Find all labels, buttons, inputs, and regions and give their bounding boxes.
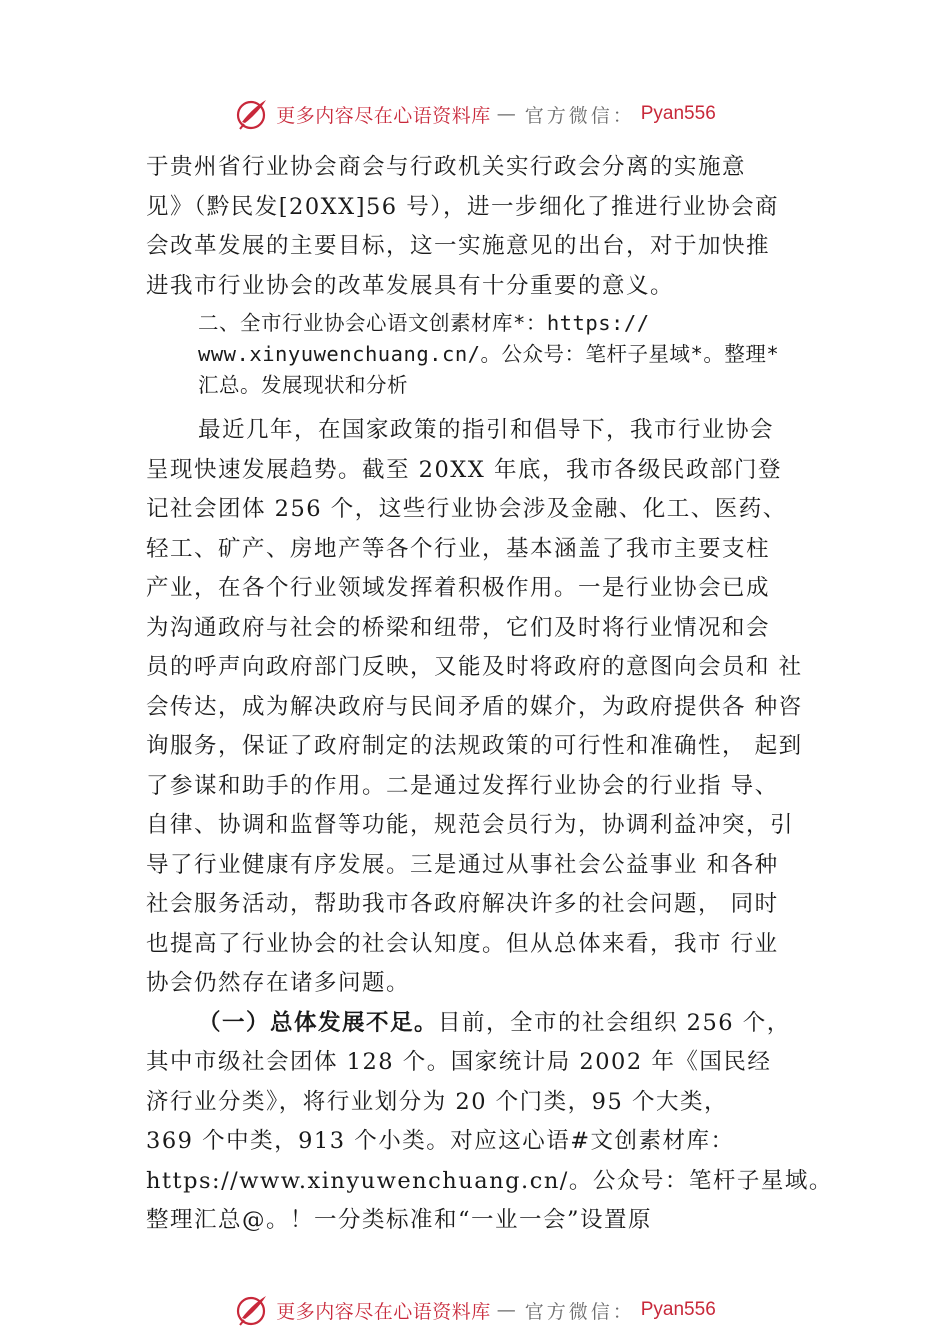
- text-line: 了参谋和助手的作用。二是通过发挥行业协会的行业指 导、: [146, 772, 779, 799]
- heading-line: 二、全市行业协会心语文创素材库*：https://: [198, 311, 650, 335]
- text-line: 整理汇总@。！一分类标准和“一业一会”设置原: [146, 1207, 653, 1233]
- text-line: 社会服务活动，帮助我市各政府解决许多的社会问题， 同时: [146, 891, 779, 917]
- text-line: 最近几年，在国家政策的指引和倡导下，我市行业协会: [198, 417, 775, 443]
- paragraph-3: [146, 1004, 836, 1241]
- document-body: [146, 148, 836, 1241]
- text-line: 轻工、矿产、房地产等各个行业，基本涵盖了我市主要支柱: [146, 535, 771, 562]
- text-line: 济行业分类》，将行业划分为 20 个门类，95 个大类，: [146, 1088, 728, 1115]
- text-run: 目前，全市的社会组织 256 个，: [438, 1009, 791, 1036]
- footer-dash: —: [496, 1299, 519, 1321]
- text-line: 产业，在各个行业领域发挥着积极作用。一是行业协会已成: [146, 575, 771, 601]
- text-line: 见》（黔民发[20XX]56 号），进一步细化了推进行业协会商: [146, 193, 780, 220]
- header-dash: —: [496, 103, 519, 125]
- paragraph-2: [146, 411, 836, 1004]
- text-line: 协会仍然存在诸多问题。: [146, 970, 411, 996]
- paragraph-1: [146, 148, 836, 306]
- text-line: 于贵州省行业协会商会与行政机关实行政会分离的实施意: [146, 154, 747, 180]
- header-wechat-id: Pyan556: [640, 103, 716, 124]
- header-site-name: 更多内容尽在心语资料库: [276, 104, 491, 127]
- section-heading: [146, 308, 836, 401]
- header-banner: [0, 94, 950, 134]
- text-line: 也提高了行业协会的社会认知度。但从总体来看，我市 行业: [146, 930, 779, 957]
- text-line: 其中市级社会团体 128 个。国家统计局 2002 年《国民经: [146, 1049, 772, 1075]
- footer-site-name: 更多内容尽在心语资料库: [276, 1300, 491, 1323]
- footer-banner: [0, 1290, 950, 1330]
- text-line: 会传达，成为解决政府与民间矛盾的媒介，为政府提供各 种咨: [146, 693, 803, 720]
- header-wechat-label: 官方微信：: [524, 104, 635, 127]
- heading-line: 汇总。发展现状和分析: [198, 373, 408, 397]
- text-line: 为沟通政府与社会的桥梁和纽带，它们及时将行业情况和会: [146, 614, 771, 641]
- text-line: 呈现快速发展趋势。截至 20XX 年底，我市各级民政部门登: [146, 456, 782, 483]
- quill-logo-icon: [234, 96, 270, 132]
- footer-wechat-label: 官方微信：: [524, 1300, 635, 1323]
- quill-logo-icon: [234, 1292, 270, 1328]
- text-line: [146, 1004, 836, 1044]
- text-line: 员的呼声向政府部门反映，又能及时将政府的意图向会员和 社: [146, 654, 803, 680]
- text-line: 会改革发展的主要目标，这一实施意见的出台，对于加快推: [146, 233, 771, 259]
- text-line: 询服务，保证了政府制定的法规政策的可行性和准确性， 起到: [146, 733, 803, 759]
- footer-wechat-id: Pyan556: [640, 1299, 716, 1320]
- text-line: https://www.xinyuwenchuang.cn/。公众号：笔杆子星域。: [146, 1167, 833, 1194]
- text-line: 进我市行业协会的改革发展具有十分重要的意义。: [146, 272, 675, 299]
- text-line: 导了行业健康有序发展。三是通过从事社会公益事业 和各种: [146, 851, 779, 878]
- text-line: 记社会团体 256 个，这些行业协会涉及金融、化工、医药、: [146, 496, 787, 522]
- subheading-overall-development: （一）总体发展不足。: [198, 1009, 439, 1036]
- text-line: 自律、协调和监督等功能，规范会员行为，协调利益冲突，引: [146, 812, 795, 838]
- text-line: 369 个中类，913 个小类。对应这心语#文创素材库：: [146, 1128, 735, 1154]
- heading-line: www.xinyuwenchuang.cn/。公众号：笔杆子星域*。整理*: [198, 342, 780, 366]
